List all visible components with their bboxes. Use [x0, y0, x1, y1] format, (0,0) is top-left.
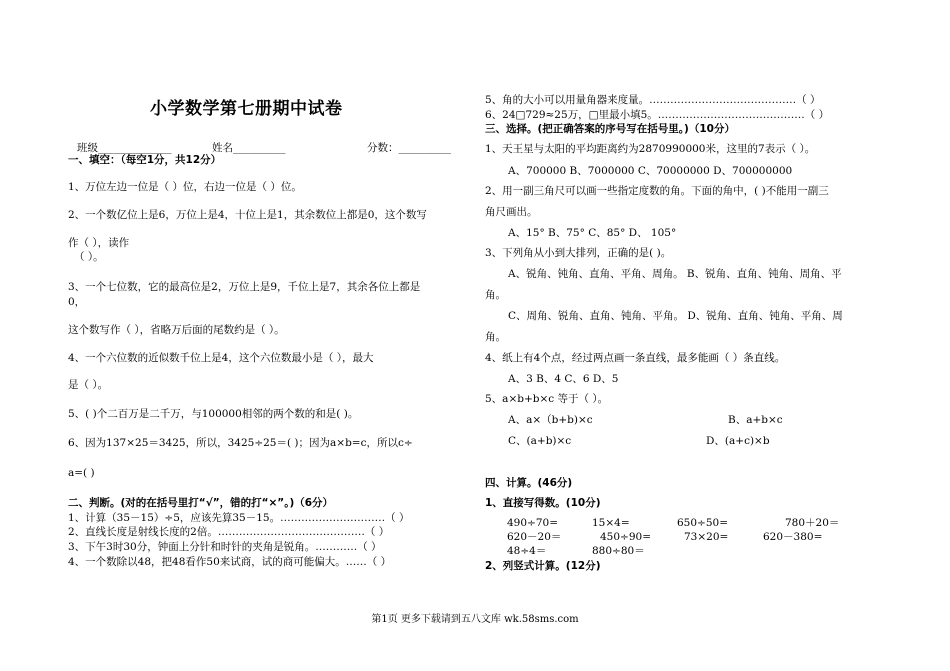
- s3-q3-option-c-cont: 角。: [485, 331, 506, 343]
- s1-q2b: 作（ ），读作: [68, 237, 130, 249]
- name-field: 姓名__________: [212, 142, 286, 154]
- s1-q2a: 2、一个数亿位上是6，万位上是4，十位上是1，其余数位上都是0，这个数写: [68, 209, 427, 221]
- calc-item: 73×20=: [684, 531, 729, 543]
- s3-q5-option-d: D、(a+c)×b: [706, 435, 770, 447]
- calc-item: 780＋20＝: [785, 517, 840, 529]
- section4-heading: 四、计算。(46分): [485, 477, 573, 489]
- s1-q2c: （ ）。: [74, 251, 104, 263]
- s3-q3-option-c: C、周角、锐角、直角、钝角、平角。 D、锐角、直角、钝角、平角、周: [508, 310, 843, 322]
- s3-q1: 1、天王星与太阳的平均距离约为2870990000米，这里的7表示（ ）。: [485, 143, 816, 155]
- s1-q4a: 4、一个六位数的近似数千位上是4，这个六位数最小是（ ），最大: [68, 352, 374, 364]
- page-footer: 第1页 更多下载请到五八文库 wk.58sms.com: [371, 614, 579, 625]
- s3-q5-option-a: A、a×（b+b)×c: [508, 414, 593, 426]
- s3-q5: 5、a×b+b×c 等于（ ）。: [485, 393, 609, 405]
- s2-q6: 6、24□729≈25万，□里最小填5。……………………………………（ ）: [485, 109, 830, 121]
- s1-q3c: 这个数写作（ ），省略万后面的尾数约是（ ）。: [68, 324, 285, 336]
- s3-q1-options: A、700000 B、7000000 C、70000000 D、700000000: [508, 165, 793, 177]
- calc-item: 490÷70=: [507, 517, 558, 529]
- calc-item: 620－20＝: [507, 531, 562, 543]
- s3-q2a: 2、用一副三角尺可以画一些指定度数的角。下面的角中，( )不能用一副三: [485, 185, 829, 197]
- s3-q3-option-a-cont: 角。: [485, 289, 506, 301]
- calc-item: 620－380=: [763, 531, 823, 543]
- calc-item: 15×4=: [592, 517, 630, 529]
- s3-q5-option-b: B、a+b×c: [728, 414, 783, 426]
- calc-item: 48÷4＝: [507, 545, 547, 557]
- s1-q1: 1、万位左边一位是（ ）位，右边一位是（ ）位。: [68, 181, 302, 193]
- section2-heading: 二、判断。(对的在括号里打“√”，错的打“×”。)（6分）: [68, 497, 334, 509]
- s3-q5-option-c: C、(a+b)×c: [508, 435, 572, 447]
- s4-sub1: 1、直接写得数。(10分): [485, 497, 601, 509]
- s1-q6a: 6、因为137×25＝3425，所以，3425÷25＝( )；因为a×b=c，所以c÷: [68, 437, 413, 449]
- s2-q4: 4、一个数除以48，把48看作50来试商，试的商可能偏大。……（ ）: [68, 556, 392, 568]
- s2-q2: 2、直线长度是射线长度的2倍。……………………………………（ ）: [68, 526, 390, 538]
- s2-q3: 3、下午3时30分，钟面上分针和时针的夹角是锐角。…………（ ）: [68, 541, 382, 553]
- s3-q4-options: A、3 B、4 C、6 D、5: [508, 373, 619, 385]
- s2-q5: 5、角的大小可以用量角器来度量。……………………………………（ ）: [485, 94, 821, 106]
- section3-heading: 三、选择。(把正确答案的序号写在括号里。)（10分）: [485, 123, 735, 135]
- s1-q3b: 0，: [68, 296, 86, 308]
- calc-item: 650÷50=: [677, 517, 728, 529]
- s4-sub2: 2、列竖式计算。(12分): [485, 560, 601, 572]
- s3-q2-options: A、15° B、75° C、85° D、 105°: [508, 227, 677, 239]
- class-field: 班级______________: [77, 142, 172, 154]
- s2-q1: 1、计算（35－15）÷5，应该先算35－15。…………………………（ ）: [68, 512, 410, 524]
- s1-q5: 5、( )个二百万是二千万，与100000相邻的两个数的和是( )。: [68, 408, 359, 420]
- s1-q6b: a=( ): [68, 467, 95, 479]
- calc-item: 880÷80＝: [592, 545, 645, 557]
- s1-q4b: 是（ ）。: [68, 379, 109, 391]
- score-field: 分数：__________: [367, 142, 451, 154]
- section1-heading: 一、填空：（每空1分，共12分）: [68, 154, 222, 166]
- page-title: 小学数学第七册期中试卷: [150, 99, 343, 119]
- s3-q2b: 角尺画出。: [485, 206, 538, 218]
- s3-q3: 3、下列角从小到大排列，正确的是( )。: [485, 247, 672, 259]
- s3-q3-option-a: A、锐角、钝角、直角、平角、周角。 B、锐角、直角、钝角、周角、平: [508, 268, 842, 280]
- s3-q4: 4、纸上有4个点，经过两点画一条直线，最多能画（ ）条直线。: [485, 352, 786, 364]
- s1-q3a: 3、一个七位数，它的最高位是2，万位上是9，千位上是7，其余各位上都是: [68, 281, 421, 293]
- calc-item: 450÷90=: [600, 531, 651, 543]
